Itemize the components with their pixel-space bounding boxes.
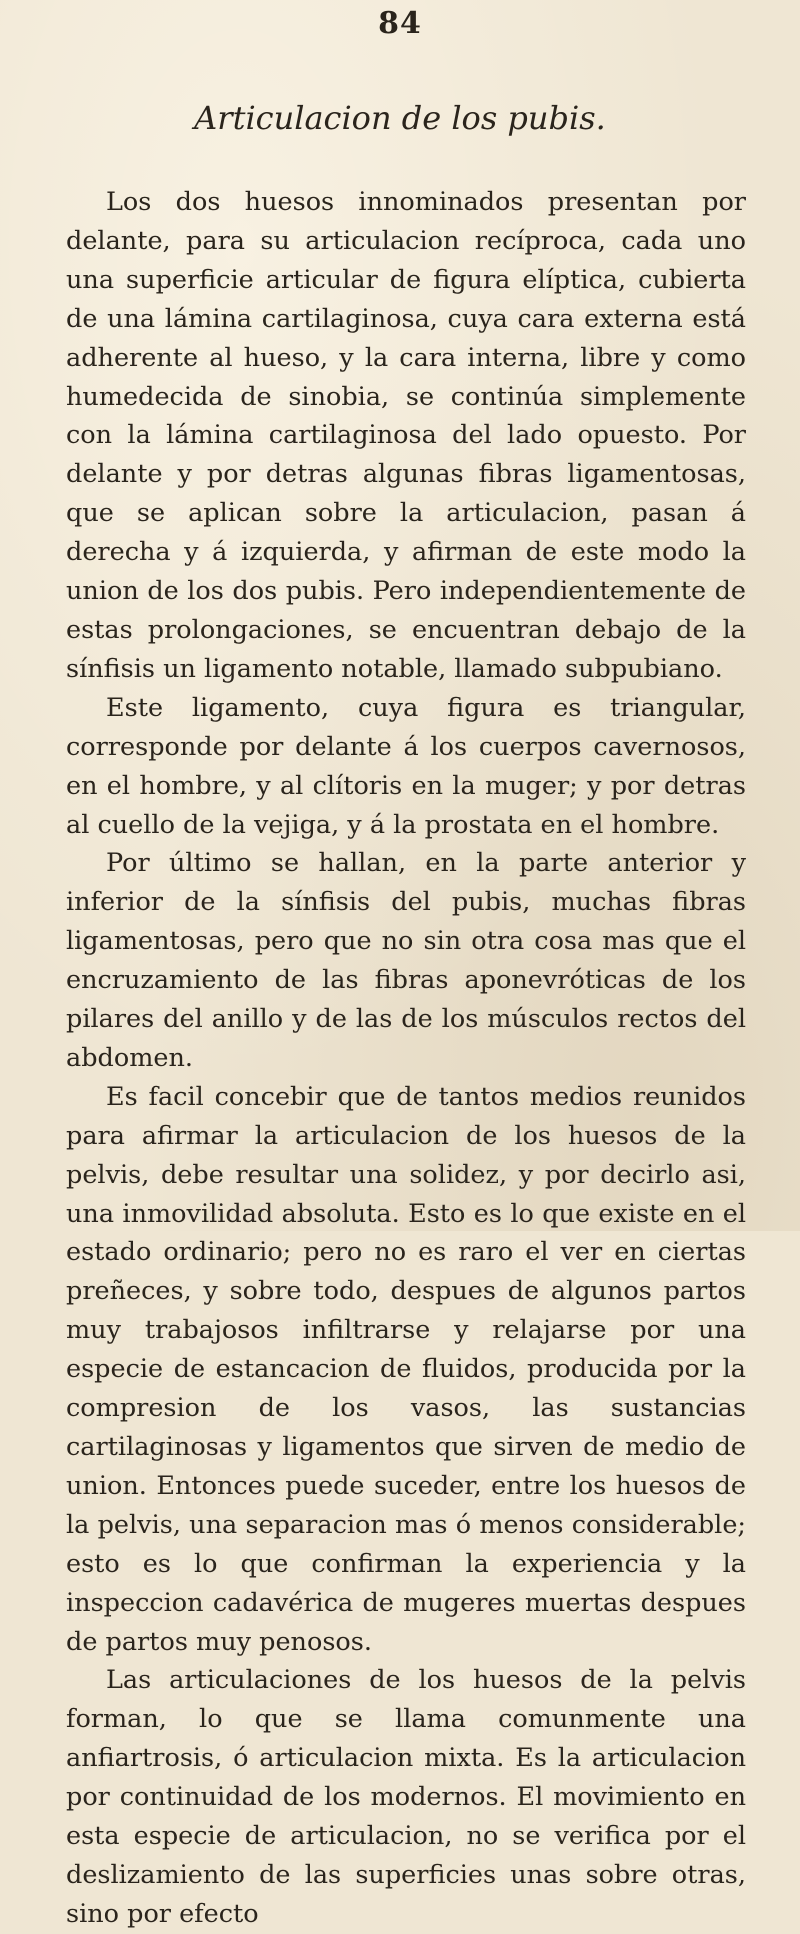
paragraph-2: Este ligamento, cuya figura es triangular, corresponde por delante á los cuerpos cavernosos, en el hombre, y al clítoris en la muger; y por detras al cuello de la vejiga, y á la prostata en el hombre. xyxy=(66,692,746,840)
paragraph-1: Los dos huesos innominados presentan por delante, para su articulacion recíproca, cada uno una superficie articular de figura elíptica, cubierta de una lámina cartilaginosa, cuya cara externa está adherente al hueso, y la cara interna, libre y como humedecida de sinobia, se continúa simplemente con la lámina cartilaginosa del lado opuesto. Por delante y por detras algunas fibras ligamentosas, que se aplican sobre la articulacion, pasan á derecha y á izquierda, y afirman de este modo la union de los dos pubis. Pero independientemente de estas prolongaciones, se encuentran debajo de la sínfisis un ligamento notable, llamado subpubiano. xyxy=(66,187,746,684)
paragraph-3: Por último se hallan, en la parte anterior y inferior de la sínfisis del pubis, muchas fibras ligamentosas, pero que no sin otra cosa mas que el encruzamiento de las fibras aponevróticas de los pilares del anillo y de las de los músculos rectos del abdomen. xyxy=(66,848,746,1073)
page-number: 84 xyxy=(378,6,422,41)
paragraph-5: Las articulaciones de los huesos de la pelvis forman, lo que se llama comunmente una anfiartrosis, ó articulacion mixta. Es la articulacion por continuidad de los modernos. El movimiento en esta especie de articulacion, no se verifica por el deslizamiento de las superficies unas sobre otras, sino por efecto xyxy=(66,1665,746,1929)
paragraph-4: Es facil concebir que de tantos medios reunidos para afirmar la articulacion de los huesos de la pelvis, debe resultar una solidez, y por decirlo asi, una inmovilidad absoluta. Esto es lo que existe en el estado ordinario; pero no es raro el ver en ciertas preñeces, y sobre todo, despues de algunos partos muy trabajosos infiltrarse y relajarse por una especie de estancacion de fluidos, producida por la compresion de los vasos, las sustancias cartilaginosas y ligamentos que sirven de medio de union. Entonces puede suceder, entre los huesos de la pelvis, una separacion mas ó menos considerable; esto es lo que confirman la experiencia y la inspeccion cadavérica de mugeres muertas despues de partos muy penosos. xyxy=(66,1081,746,1657)
body-text xyxy=(66,183,746,1934)
section-title: Articulacion de los pubis. xyxy=(194,99,606,137)
